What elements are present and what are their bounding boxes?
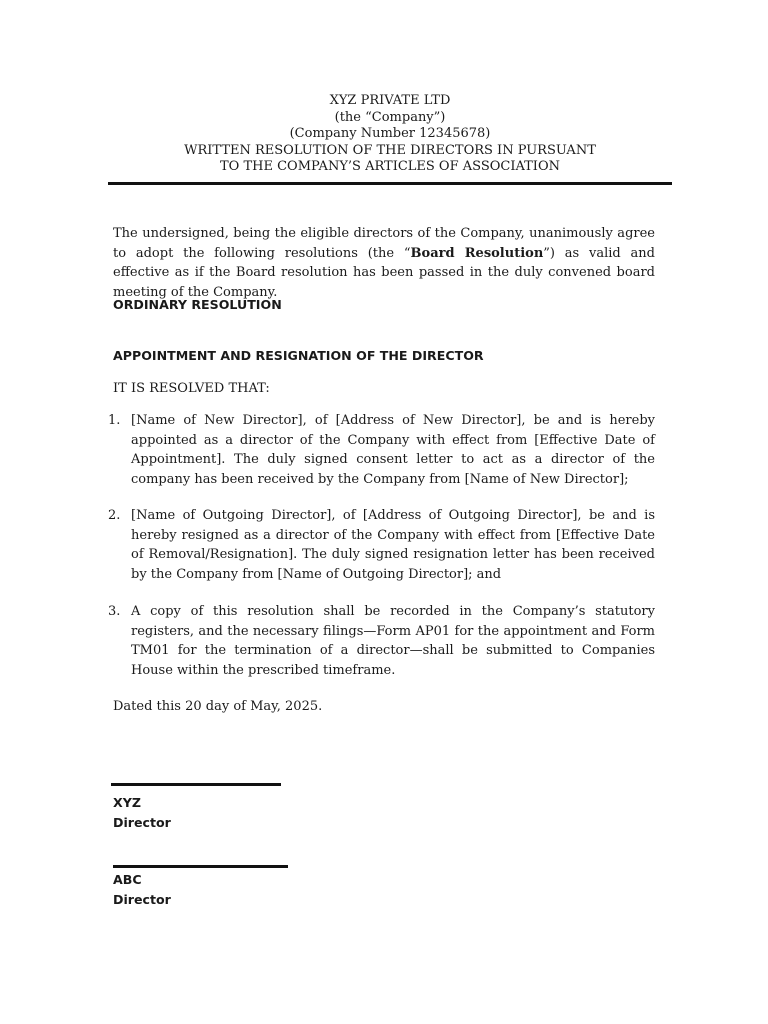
signatory-block [113, 793, 171, 833]
company-name: XYZ PRIVATE LTD [329, 93, 451, 108]
signature-line [111, 783, 281, 786]
signatory-role: Director [113, 815, 171, 830]
resolution-text: [Name of New Director], of [Address of New Director], be and is hereby appointed as a director of the Company with effect from [Effective Date of Appointment]. The duly signed consent letter to act as a director of the company has been received by the Company from [Name of New Director]; [131, 413, 655, 487]
signatory-role: Director [113, 892, 171, 907]
intro-bold-term: Board Resolution [410, 245, 544, 261]
signatory-name: ABC [113, 872, 142, 887]
company-number: (Company Number 12345678) [289, 126, 491, 142]
resolution-title-line2: TO THE COMPANY’S ARTICLES OF ASSOCIATION [220, 159, 560, 175]
signatory-block [113, 870, 171, 910]
resolution-number: 1. [108, 413, 121, 428]
intro-paragraph [113, 224, 655, 302]
resolution-text: [Name of Outgoing Director], of [Address of Outgoing Director], be and is hereby resigned as a director of the Company with effect from [Effective Date of Removal/Resignation]. The duly signed resignation letter has been received by the Company from [Name of Outgoing Director]; and [131, 508, 655, 582]
appointment-heading: APPOINTMENT AND RESIGNATION OF THE DIRECTOR [113, 348, 484, 363]
resolution-number: 3. [108, 604, 121, 619]
resolution-number: 2. [108, 508, 121, 523]
signatory-name: XYZ [113, 795, 141, 810]
resolution-item [108, 506, 655, 584]
resolution-title-line1: WRITTEN RESOLUTION OF THE DIRECTORS IN PURSUANT [184, 142, 596, 158]
intro-text-part2: ”) as valid and effective as if the Board resolution has been passed in the duly convened board meeting of the Company. [113, 245, 655, 300]
signature-line [113, 865, 288, 868]
resolution-text: A copy of this resolution shall be recorded in the Company’s statutory registers, and the necessary filings—Form AP01 for the appointment and Form TM01 for the termination of a director—shall be submitted to Companies House within the prescribed timeframe. [131, 604, 655, 678]
document-header [108, 93, 672, 176]
resolved-statement: IT IS RESOLVED THAT: [113, 381, 270, 396]
dated-line: Dated this 20 day of May, 2025. [113, 699, 323, 714]
intro-text-part1: The undersigned, being the eligible directors of the Company, unanimously agree to adopt the following resolutions (the “ [113, 226, 655, 261]
ordinary-resolution-heading: ORDINARY RESOLUTION [113, 297, 282, 312]
header-divider [108, 182, 672, 185]
company-alias: (the “Company”) [334, 109, 446, 125]
resolution-item [108, 602, 655, 680]
resolution-item [108, 411, 655, 489]
